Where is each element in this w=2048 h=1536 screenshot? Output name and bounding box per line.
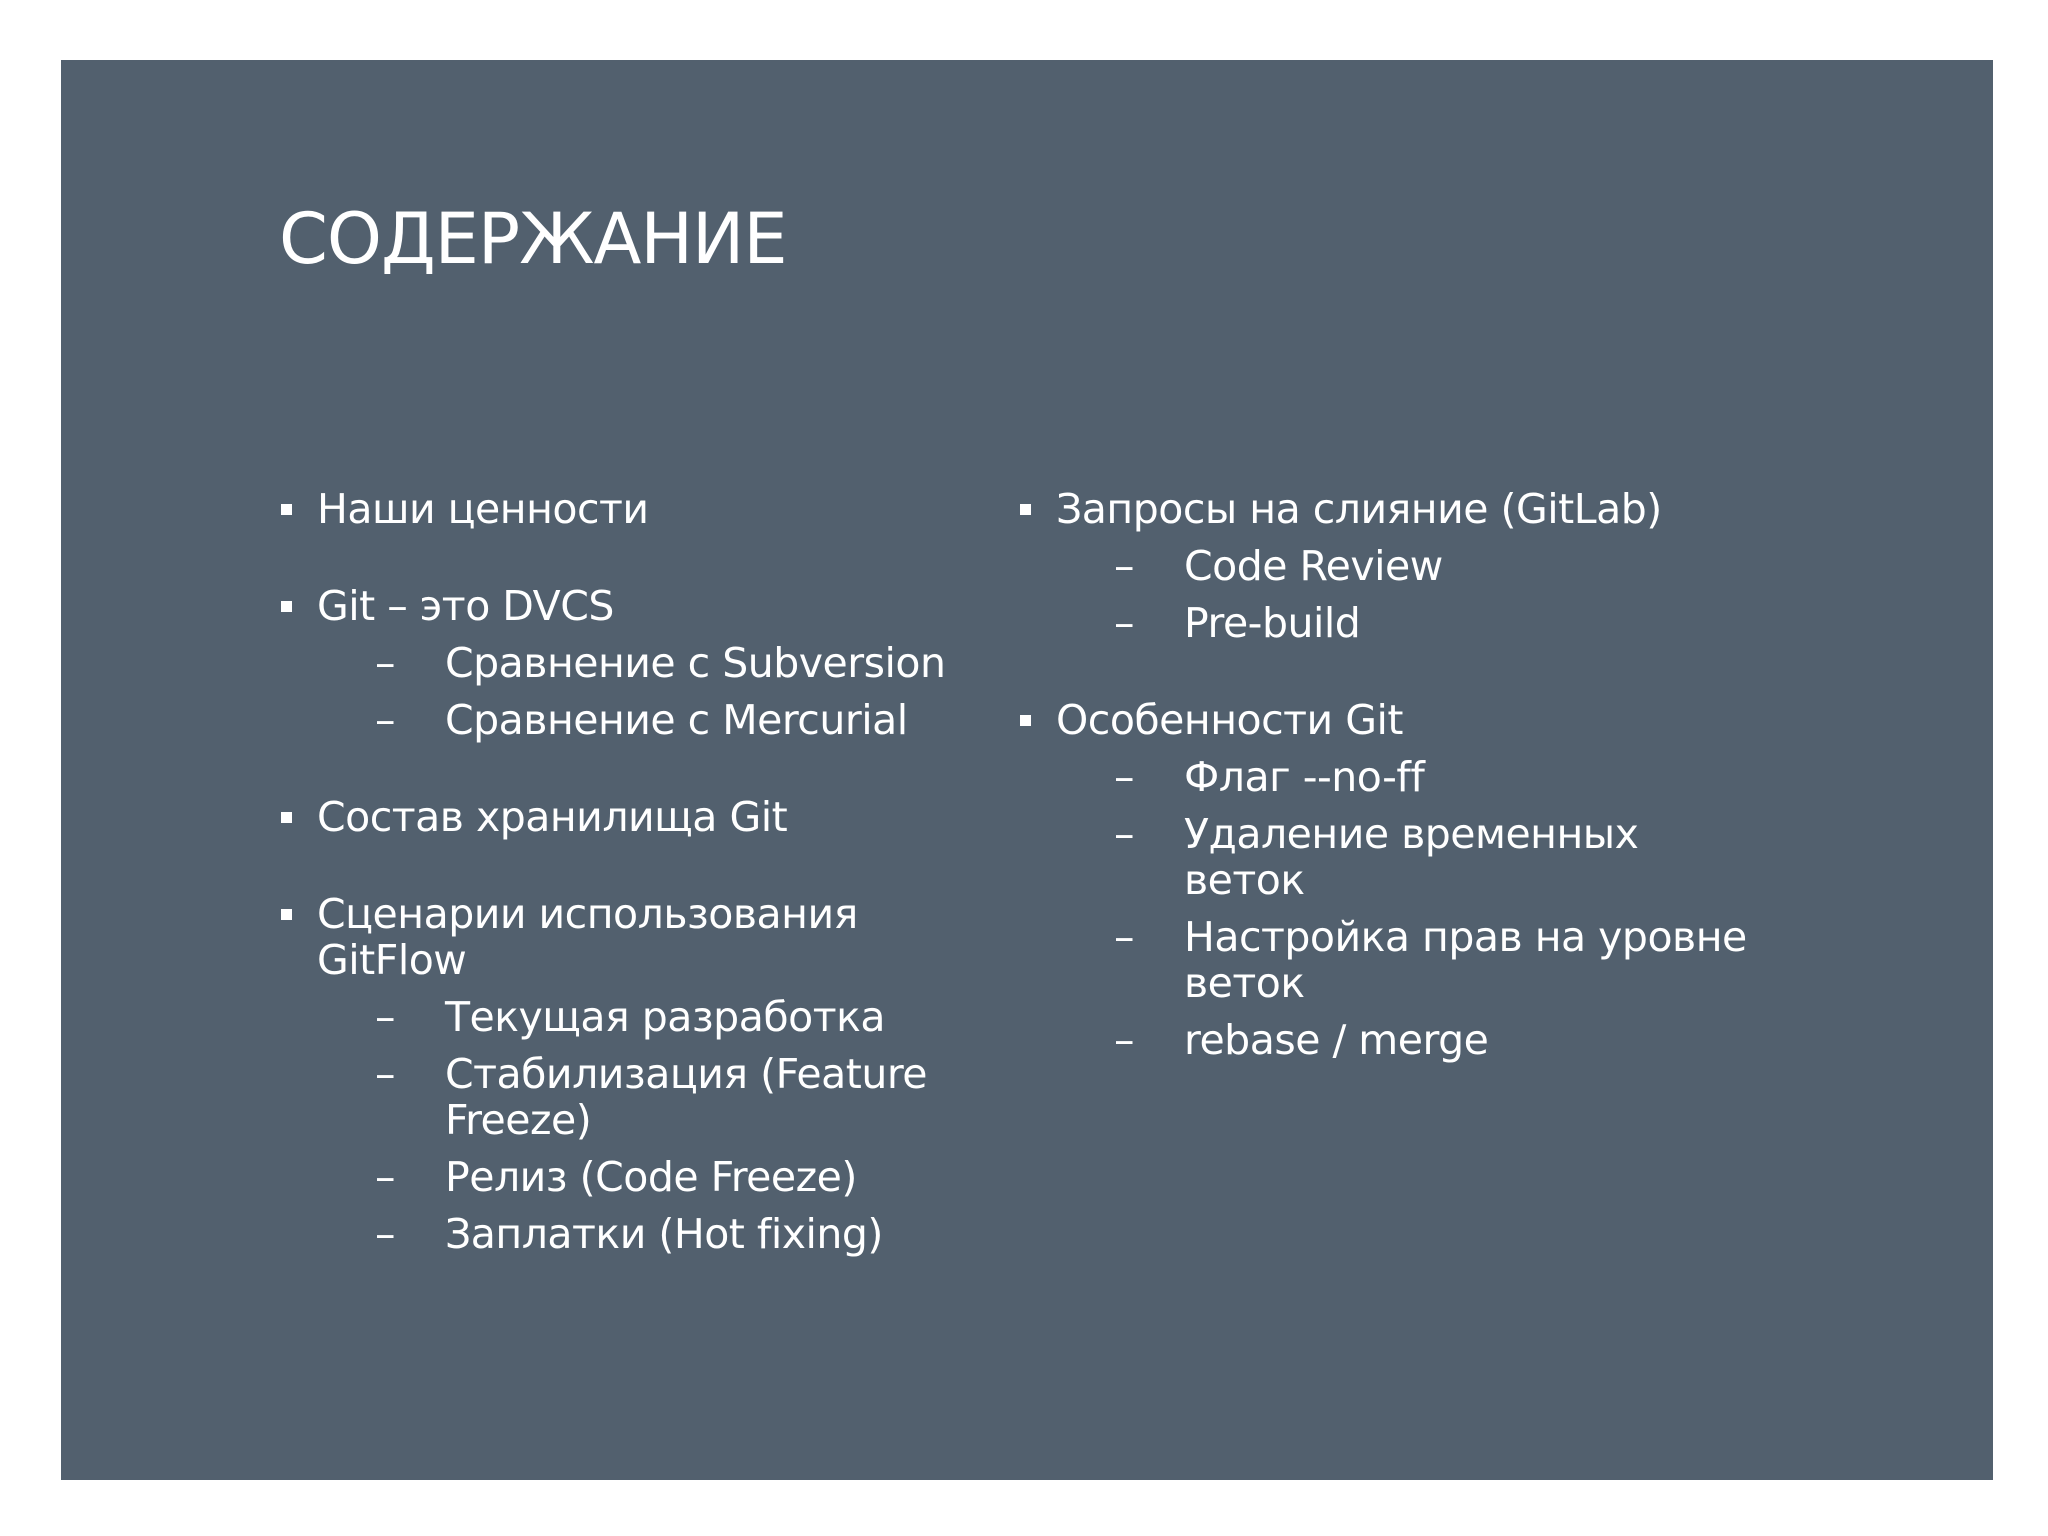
dash-bullet-icon: – — [375, 1210, 395, 1258]
sub-list — [317, 640, 999, 743]
dash-bullet-icon: – — [375, 1050, 395, 1098]
dash-bullet-icon: – — [1114, 753, 1134, 801]
dash-bullet-icon: – — [375, 1153, 395, 1201]
sub-item-label: Сравнение с Mercurial — [445, 696, 908, 744]
bullet-item — [1018, 486, 1758, 646]
sub-item — [1056, 914, 1758, 1006]
sub-item — [317, 640, 999, 686]
sub-item-label: rebase / merge — [1184, 1016, 1489, 1064]
sub-list — [317, 994, 999, 1257]
dash-bullet-icon: – — [1114, 599, 1134, 647]
sub-item-label: Pre-build — [1184, 599, 1361, 647]
slide — [61, 60, 1993, 1480]
sub-item — [1056, 811, 1758, 903]
bullet-label: Наши ценности — [317, 485, 649, 533]
sub-list — [1056, 754, 1758, 1063]
sub-item — [1056, 1017, 1758, 1063]
bullet-label: Состав хранилища Git — [317, 793, 788, 841]
sub-item-label: Стабилизация (Feature Freeze) — [445, 1050, 928, 1144]
sub-item — [1056, 543, 1758, 589]
sub-item — [317, 994, 999, 1040]
sub-item-label: Удаление временных веток — [1184, 810, 1639, 904]
dash-bullet-icon: – — [1114, 1016, 1134, 1064]
sub-list — [1056, 543, 1758, 646]
sub-item — [317, 697, 999, 743]
dash-bullet-icon: – — [1114, 810, 1134, 858]
bullet-item — [279, 891, 999, 1257]
left-column — [279, 486, 999, 1308]
bullet-label: Запросы на слияние (GitLab) — [1056, 485, 1662, 533]
square-bullet-icon — [281, 504, 292, 515]
dash-bullet-icon: – — [1114, 542, 1134, 590]
square-bullet-icon — [1020, 504, 1031, 515]
bullet-label: Git – это DVCS — [317, 582, 614, 630]
square-bullet-icon — [281, 909, 292, 920]
bullet-label: Особенности Git — [1056, 696, 1403, 744]
sub-item — [317, 1051, 999, 1143]
square-bullet-icon — [281, 812, 292, 823]
sub-item-label: Code Review — [1184, 542, 1443, 590]
bullet-item — [279, 486, 999, 532]
slide-title: СОДЕРЖАНИЕ — [279, 198, 787, 280]
dash-bullet-icon: – — [1114, 913, 1134, 961]
sub-item — [1056, 600, 1758, 646]
bullet-item — [1018, 697, 1758, 1063]
sub-item-label: Релиз (Code Freeze) — [445, 1153, 857, 1201]
sub-item — [317, 1154, 999, 1200]
sub-item — [317, 1211, 999, 1257]
sub-item — [1056, 754, 1758, 800]
bullet-item — [279, 583, 999, 743]
sub-item-label: Текущая разработка — [445, 993, 885, 1041]
square-bullet-icon — [1020, 715, 1031, 726]
bullet-item — [279, 794, 999, 840]
bullet-label: Сценарии использования GitFlow — [317, 890, 858, 984]
dash-bullet-icon: – — [375, 993, 395, 1041]
right-column — [1018, 486, 1758, 1114]
dash-bullet-icon: – — [375, 696, 395, 744]
square-bullet-icon — [281, 601, 292, 612]
dash-bullet-icon: – — [375, 639, 395, 687]
sub-item-label: Флаг --no-ff — [1184, 753, 1425, 801]
sub-item-label: Заплатки (Hot fixing) — [445, 1210, 883, 1258]
sub-item-label: Настройка прав на уровне веток — [1184, 913, 1747, 1007]
sub-item-label: Сравнение с Subversion — [445, 639, 946, 687]
